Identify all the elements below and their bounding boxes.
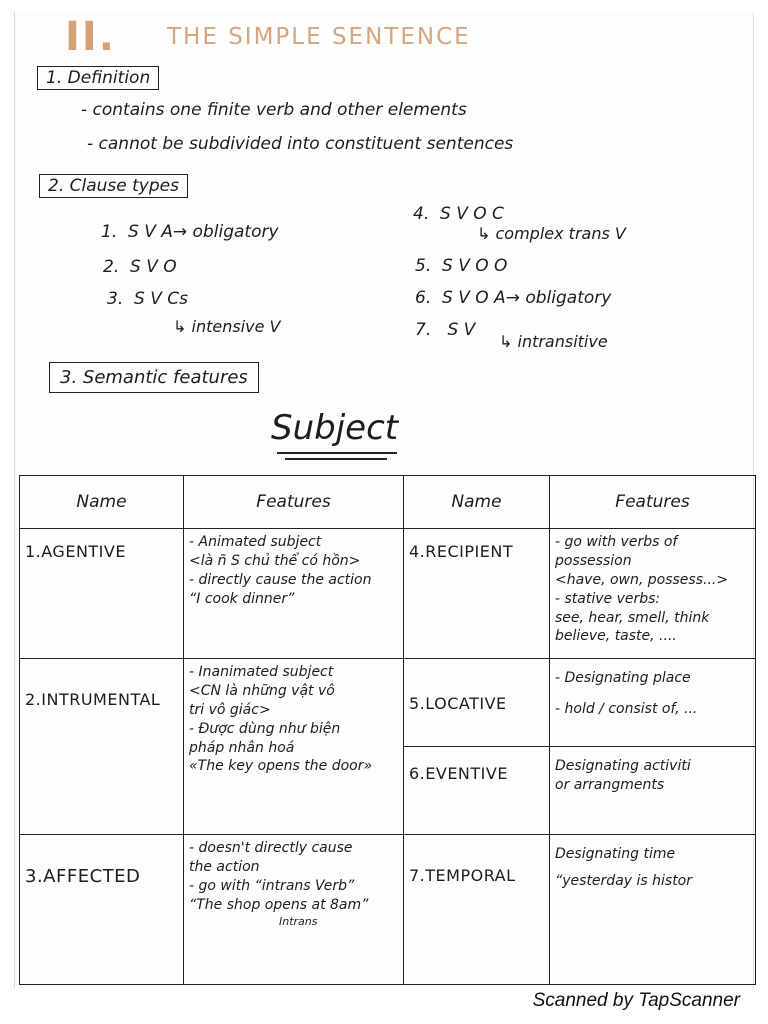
definition-item: - cannot be subdivided into constituent sentences	[87, 134, 514, 154]
table-row	[20, 835, 756, 985]
clause-type-item: 5. S V O O	[415, 256, 508, 276]
role-features: - Animated subject <là ñ S chủ thể có hồn> - directly cause the action “I cook dinner”	[184, 529, 404, 659]
clause-type-note: ↳ intransitive	[499, 332, 608, 351]
table-row	[20, 529, 756, 659]
scanner-watermark: Scanned by TapScanner	[532, 990, 740, 1011]
clause-type-note: ↳ complex trans V	[477, 224, 626, 243]
subject-underline	[277, 452, 397, 454]
table-header-row	[20, 476, 756, 529]
role-name: 7.TEMPORAL	[404, 835, 550, 985]
column-header: Name	[20, 476, 184, 529]
semantic-features-table	[19, 475, 756, 985]
column-header: Features	[184, 476, 404, 529]
role-name: 6.EVENTIVE	[404, 747, 550, 835]
clause-type-item: 1. S V A→ obligatory	[101, 222, 279, 242]
page-title: THE SIMPLE SENTENCE	[167, 24, 471, 50]
role-features: - doesn't directly cause the action - go with “intrans Verb” “The shop opens at 8am” Intrans	[184, 835, 404, 985]
role-features: - Inanimated subject <CN là những vật vô tri vô giác> - Được dùng như biện pháp nhân hoá «The key opens the door»	[184, 659, 404, 835]
clause-type-note: ↳ intensive V	[173, 317, 281, 336]
clause-type-item: 4. S V O C	[413, 204, 504, 224]
role-name: 2.INTRUMENTAL	[20, 659, 184, 835]
role-name: 1.AGENTIVE	[20, 529, 184, 659]
table-row	[20, 659, 756, 747]
role-features: Designating time “yesterday is histor	[550, 835, 756, 985]
role-features: - go with verbs of possession <have, own, possess...> - stative verbs: see, hear, smell, think believe, taste, ....	[550, 529, 756, 659]
definition-item: - contains one finite verb and other elements	[81, 100, 467, 120]
clause-type-item: 3. S V Cs	[107, 289, 189, 309]
clause-type-item: 2. S V O	[103, 257, 177, 277]
role-features: - Designating place - hold / consist of, ...	[550, 659, 756, 747]
role-name: 4.RECIPIENT	[404, 529, 550, 659]
definition-heading: 1. Definition	[37, 66, 159, 90]
scanned-page	[14, 12, 754, 988]
section-number: II.	[65, 14, 116, 60]
role-features: Designating activiti or arrangments	[550, 747, 756, 835]
subject-title: Subject	[271, 408, 399, 448]
clause-type-item: 7. S V	[415, 320, 476, 340]
subject-underline	[285, 458, 387, 460]
role-name: 3.AFFECTED	[20, 835, 184, 985]
column-header: Features	[550, 476, 756, 529]
column-header: Name	[404, 476, 550, 529]
clause-type-item: 6. S V O A→ obligatory	[415, 288, 612, 308]
role-name: 5.LOCATIVE	[404, 659, 550, 747]
clause-types-heading: 2. Clause types	[39, 174, 188, 198]
semantic-features-heading: 3. Semantic features	[49, 362, 259, 393]
